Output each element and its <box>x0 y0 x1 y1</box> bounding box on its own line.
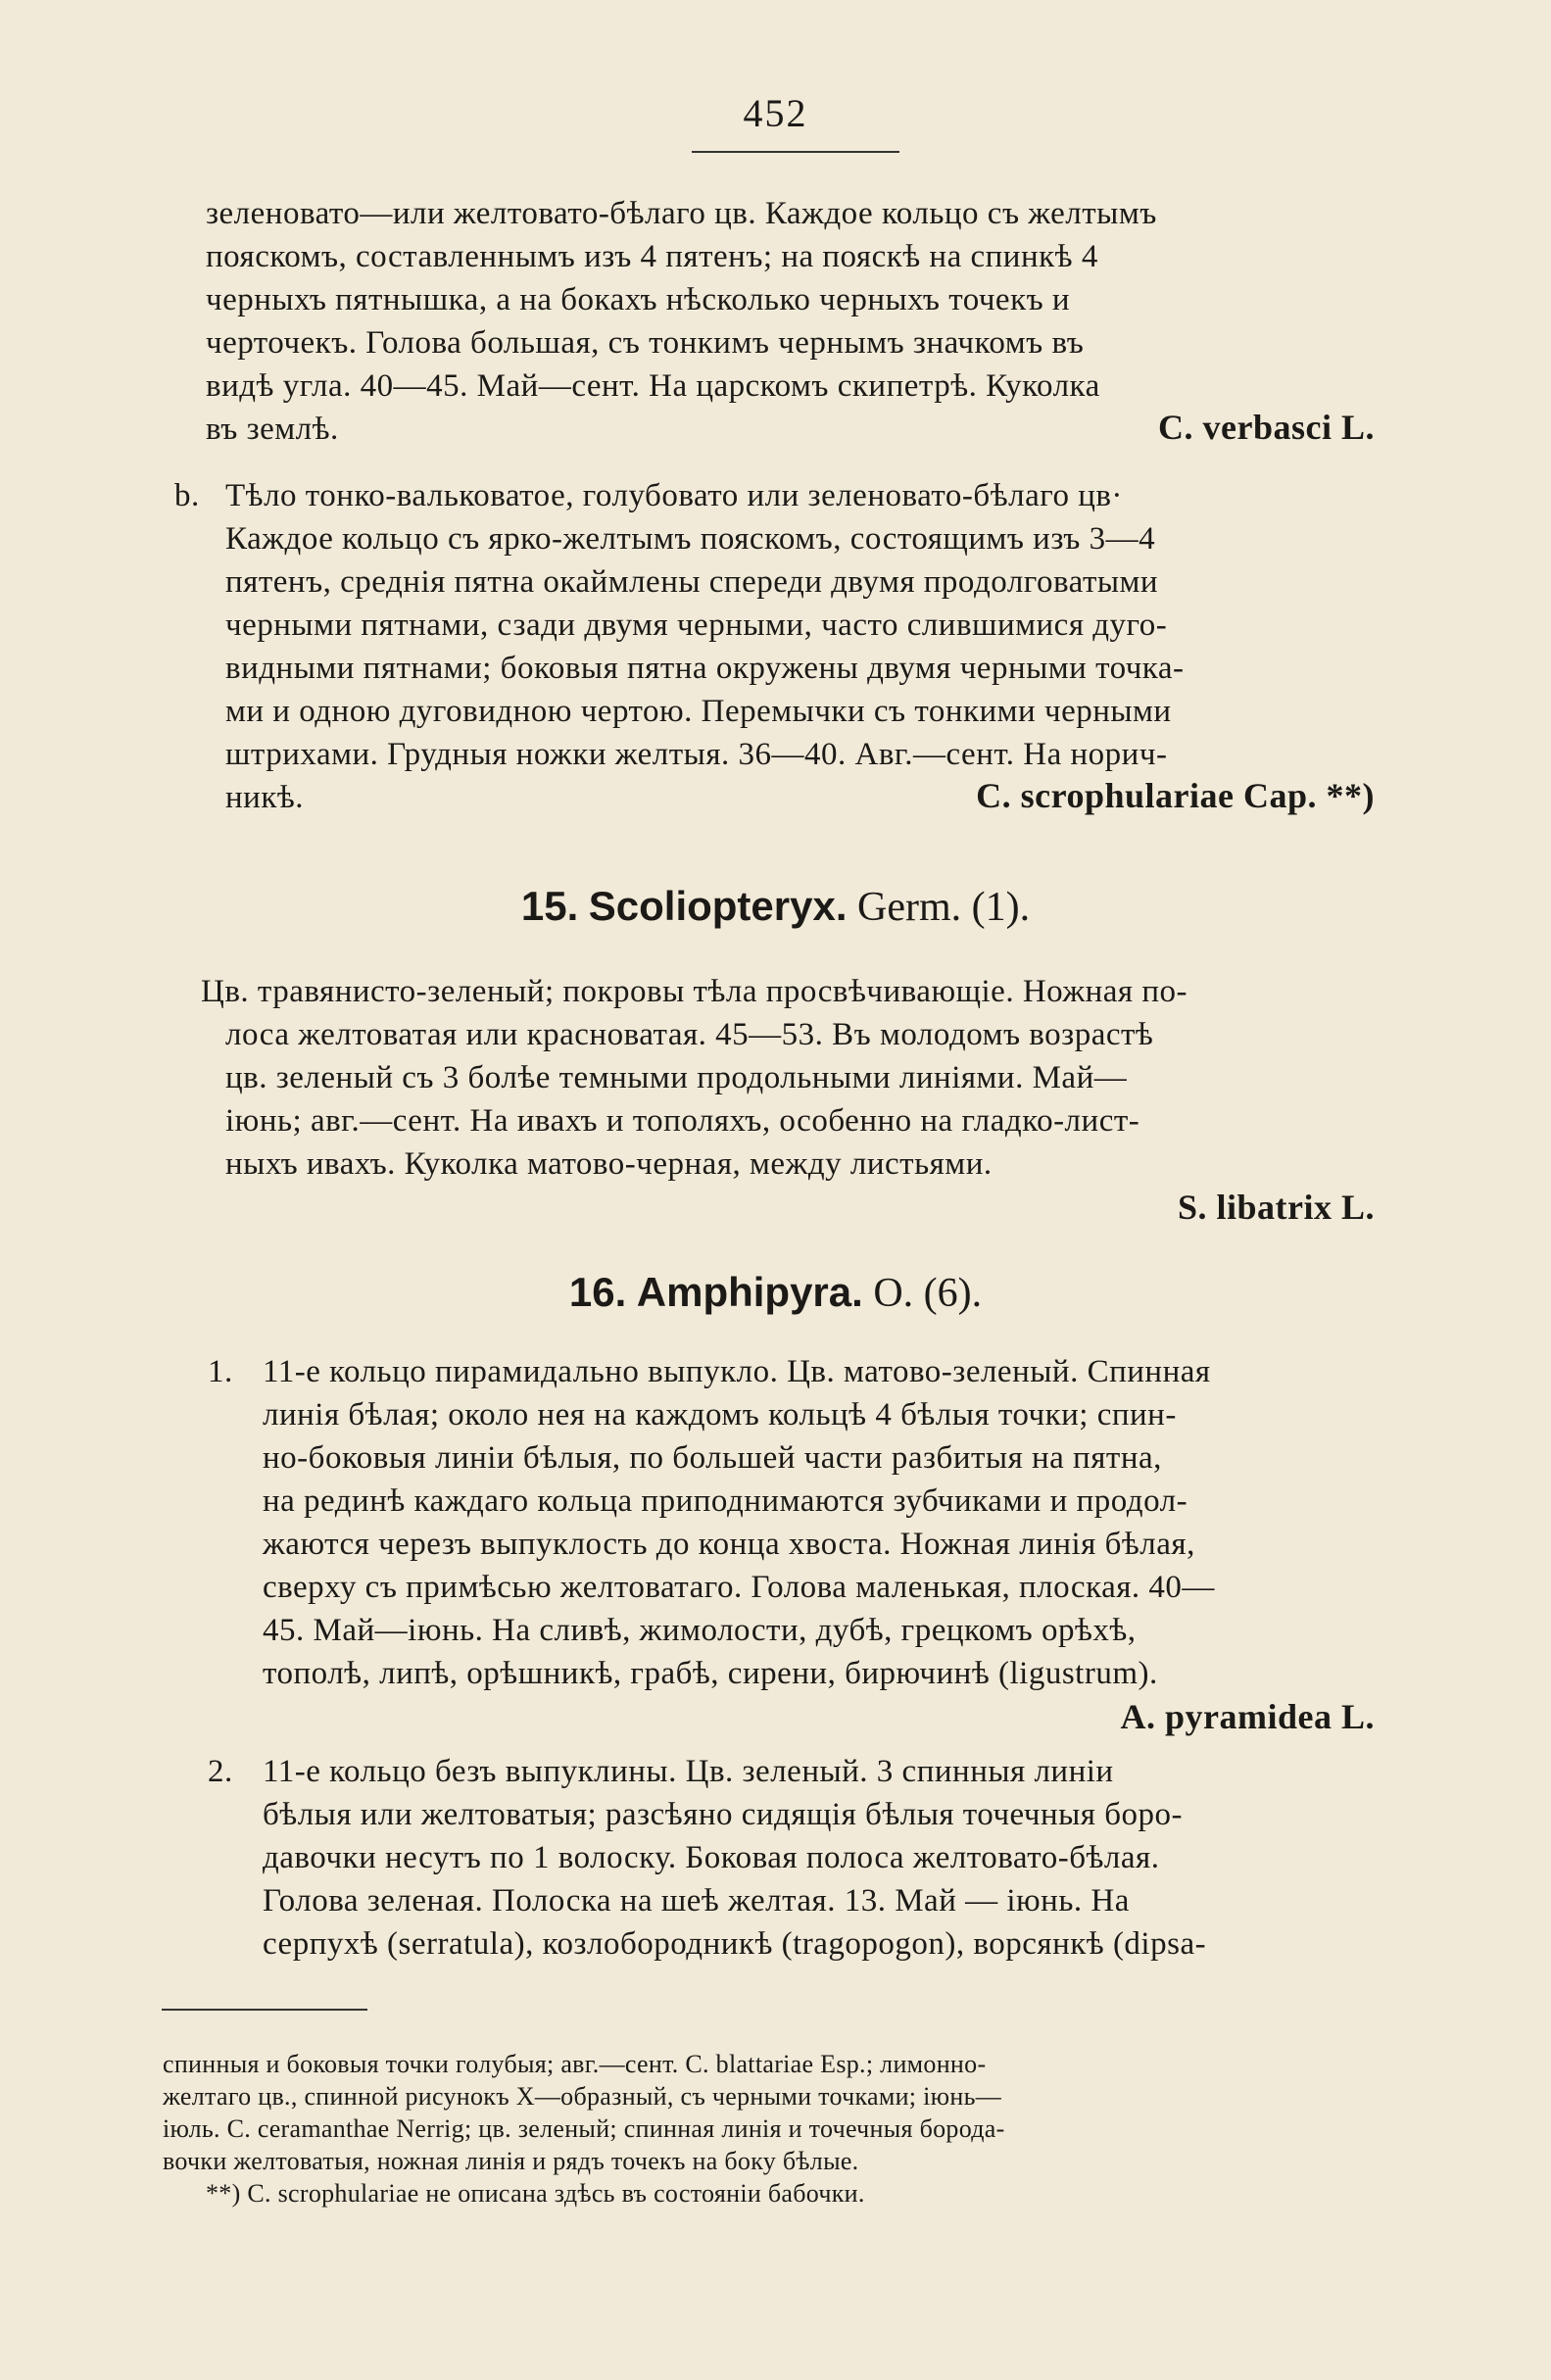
text-line: видными пятнами; боковыя пятна окружены двумя черными точка- <box>225 651 1185 686</box>
footnote-line: вочки желтоватыя, ножная линія и рядъ точекъ на боку бѣлые. <box>163 2147 859 2175</box>
genus-name: Amphipyra. <box>636 1269 863 1315</box>
heading-number: 15. <box>520 883 579 929</box>
text-line: 11-е кольцо пирамидально выпукло. Цв. матово-зеленый. Спинная <box>263 1354 1211 1389</box>
item-number: 2. <box>208 1754 233 1789</box>
species-name: C. verbasci L. <box>1158 408 1375 447</box>
text-line: давочки несутъ по 1 волоску. Боковая полоса желтовато-бѣлая. <box>263 1840 1160 1875</box>
text-line: іюнь; авг.—сент. На ивахъ и тополяхъ, особенно на гладко-лист- <box>225 1103 1140 1139</box>
species-name: S. libatrix L. <box>1177 1188 1375 1227</box>
text-line: черныхъ пятнышка, а на бокахъ нѣсколько черныхъ точекъ и <box>206 282 1071 317</box>
text-line: въ землѣ. <box>206 412 339 447</box>
item-marker: b. <box>174 478 200 513</box>
genus-heading <box>0 1266 1551 1320</box>
text-line: Цв. травянисто-зеленый; покровы тѣла просвѣчивающіе. Ножная по- <box>201 974 1188 1009</box>
text-line: ми и одною дуговидною чертою. Перемычки съ тонкими черными <box>225 694 1172 729</box>
text-line: пятенъ, среднія пятна окаймлены спереди двумя продолговатыми <box>225 564 1159 600</box>
text-line: Тѣло тонко-вальковатое, голубовато или зеленовато-бѣлаго цв· <box>225 478 1123 513</box>
item-number: 1. <box>208 1354 233 1389</box>
text-line: штрихами. Грудныя ножки желтыя. 36—40. Авг.—сент. На норич- <box>225 737 1168 772</box>
text-line: 45. Май—іюнь. На сливѣ, жимолости, дубѣ, грецкомъ орѣхѣ, <box>263 1613 1137 1648</box>
species-name: C. scrophulariae Cap. **) <box>976 776 1375 815</box>
text-line: линія бѣлая; около нея на каждомъ кольцѣ 4 бѣлыя точки; спин- <box>263 1397 1177 1433</box>
footnote-line: спинныя и боковыя точки голубыя; авг.—сент. C. blattariae Esp.; лимонно- <box>163 2050 987 2078</box>
text-line: Голова зеленая. Полоска на шеѣ желтая. 13. Май — іюнь. На <box>263 1883 1130 1919</box>
text-line: зеленовато—или желтовато-бѣлаго цв. Каждое кольцо съ желтымъ <box>206 196 1157 231</box>
text-line: пояскомъ, составленнымъ изъ 4 пятенъ; на пояскѣ на спинкѣ 4 <box>206 239 1098 274</box>
text-line: ныхъ ивахъ. Куколка матово-черная, между листьями. <box>225 1146 993 1182</box>
text-line: серпухѣ (serratula), козлобородникѣ (tragopogon), ворсянкѣ (dipsa- <box>263 1926 1207 1962</box>
genus-author: O. (6). <box>873 1271 983 1316</box>
text-line: на рединѣ каждаго кольца приподнимаются зубчиками и продол- <box>263 1483 1188 1519</box>
text-line: но-боковыя линіи бѣлыя, по большей части разбитыя на пятна, <box>263 1440 1162 1476</box>
text-line: жаются черезъ выпуклость до конца хвоста. Ножная линія бѣлая, <box>263 1527 1195 1562</box>
text-line: тополѣ, липѣ, орѣшникѣ, грабѣ, сирени, бирючинѣ (ligustrum). <box>263 1656 1158 1691</box>
text-line: видѣ угла. 40—45. Май—сент. На царскомъ скипетрѣ. Куколка <box>206 368 1100 404</box>
genus-name: Scoliopteryx. <box>588 883 848 929</box>
header-rule <box>692 151 899 153</box>
page-number: 452 <box>743 91 808 135</box>
genus-heading <box>0 880 1551 934</box>
text-line: цв. зеленый съ 3 болѣе темными продольными линіями. Май— <box>225 1060 1128 1095</box>
text-line: сверху съ примѣсью желтоватаго. Голова маленькая, плоская. 40— <box>263 1570 1215 1605</box>
text-line: бѣлыя или желтоватыя; разсѣяно сидящія бѣлыя точечныя боро- <box>263 1797 1183 1832</box>
footnote-rule <box>162 2009 367 2011</box>
text-line: лоса желтоватая или красноватая. 45—53. Въ молодомъ возрастѣ <box>225 1017 1154 1052</box>
species-name: A. pyramidea L. <box>1120 1697 1375 1736</box>
text-line: Каждое кольцо съ ярко-желтымъ пояскомъ, состоящимъ изъ 3—4 <box>225 521 1156 557</box>
text-line: никѣ. <box>225 780 305 815</box>
text-line: 11-е кольцо безъ выпуклины. Цв. зеленый. 3 спинныя линіи <box>263 1754 1114 1789</box>
text-line: черточекъ. Голова большая, съ тонкимъ чернымъ значкомъ въ <box>206 325 1085 361</box>
footnote-line: іюль. C. ceramanthae Nerrig; цв. зеленый; спинная линія и точечныя борода- <box>163 2114 1005 2143</box>
heading-number: 16. <box>568 1269 627 1315</box>
footnote-line: желтаго цв., спинной рисунокъ X—образный, съ черными точками; іюнь— <box>163 2082 1002 2111</box>
genus-author: Germ. (1). <box>857 885 1031 930</box>
footnote-line: **) C. scrophulariae не описана здѣсь въ состояніи бабочки. <box>206 2179 865 2208</box>
text-line: черными пятнами, сзади двумя черными, часто слившимися дуго- <box>225 607 1168 643</box>
